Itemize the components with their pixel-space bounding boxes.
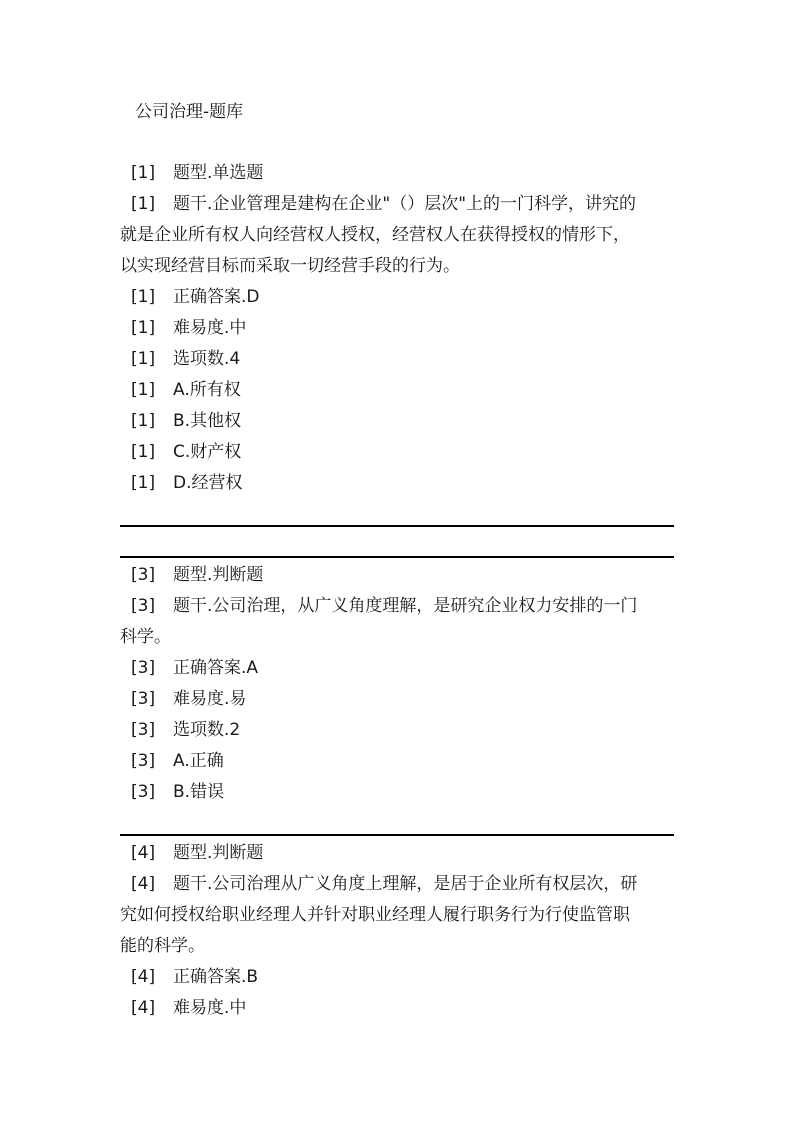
correct-answer: 正确答案.D bbox=[173, 287, 260, 307]
q1-option-b bbox=[120, 406, 680, 437]
q1-stem-line-3 bbox=[120, 251, 680, 282]
divider-rule bbox=[120, 556, 674, 558]
question-number: [1] bbox=[131, 473, 156, 493]
question-number: [3] bbox=[131, 658, 156, 678]
question-number: [3] bbox=[131, 782, 156, 802]
question-number: [1] bbox=[131, 163, 156, 183]
question-stem-text: 以实现经营目标而采取一切经营手段的行为。 bbox=[120, 256, 460, 276]
question-number: [1] bbox=[131, 411, 156, 431]
q1-type-row bbox=[120, 158, 680, 189]
question-number: [3] bbox=[131, 720, 156, 740]
q3-option-a bbox=[120, 746, 680, 777]
question-number: [3] bbox=[131, 565, 156, 585]
question-type: 题型.判断题 bbox=[173, 843, 264, 863]
difficulty: 难易度.中 bbox=[173, 998, 247, 1018]
difficulty: 难易度.易 bbox=[173, 689, 247, 709]
question-number: [1] bbox=[131, 442, 156, 462]
question-stem-text: 科学。 bbox=[120, 627, 171, 647]
q4-stem-line-1 bbox=[120, 869, 680, 900]
question-number: [4] bbox=[131, 874, 156, 894]
document-title: 公司治理-题库 bbox=[135, 102, 244, 122]
q3-type-row bbox=[120, 560, 680, 591]
q1-difficulty-row bbox=[120, 313, 680, 344]
q3-answer-row bbox=[120, 653, 680, 684]
q3-option-count-row bbox=[120, 715, 680, 746]
question-number: [3] bbox=[131, 689, 156, 709]
q4-stem-line-3 bbox=[120, 931, 680, 962]
correct-answer: 正确答案.A bbox=[173, 658, 259, 678]
q3-stem-line-2 bbox=[120, 622, 680, 653]
q4-stem-line-2 bbox=[120, 900, 680, 931]
question-stem-text: 能的科学。 bbox=[120, 936, 205, 956]
option-count: 选项数.4 bbox=[173, 349, 241, 369]
q3-difficulty-row bbox=[120, 684, 680, 715]
question-stem-text: 题干.公司治理从广义角度上理解，是居于企业所有权层次，研 bbox=[173, 874, 638, 894]
q4-answer-row bbox=[120, 962, 680, 993]
question-stem-text: 题干.公司治理，从广义角度理解，是研究企业权力安排的一门 bbox=[173, 596, 638, 616]
option-text: D.经营权 bbox=[173, 473, 243, 493]
question-type: 题型.单选题 bbox=[173, 163, 264, 183]
q1-option-count-row bbox=[120, 344, 680, 375]
option-text: A.正确 bbox=[173, 751, 224, 771]
q1-answer-row bbox=[120, 282, 680, 313]
question-number: [4] bbox=[131, 998, 156, 1018]
q1-stem-line-2 bbox=[120, 220, 680, 251]
question-number: [1] bbox=[131, 318, 156, 338]
q1-stem-line-1 bbox=[120, 189, 680, 220]
question-number: [1] bbox=[131, 287, 156, 307]
question-number: [3] bbox=[131, 751, 156, 771]
difficulty: 难易度.中 bbox=[173, 318, 247, 338]
option-text: A.所有权 bbox=[173, 380, 241, 400]
question-number: [4] bbox=[131, 967, 156, 987]
question-number: [4] bbox=[131, 843, 156, 863]
q4-type-row bbox=[120, 838, 680, 869]
option-text: B.其他权 bbox=[173, 411, 242, 431]
q1-option-a bbox=[120, 375, 680, 406]
q1-option-c bbox=[120, 437, 680, 468]
option-text: B.错误 bbox=[173, 782, 225, 802]
question-number: [1] bbox=[131, 380, 156, 400]
question-number: [3] bbox=[131, 596, 156, 616]
question-number: [1] bbox=[131, 349, 156, 369]
option-text: C.财产权 bbox=[173, 442, 242, 462]
divider-rule bbox=[120, 525, 674, 527]
q1-option-d bbox=[120, 468, 680, 499]
q3-option-b bbox=[120, 777, 680, 808]
question-stem-text: 究如何授权给职业经理人并针对职业经理人履行职务行为行使监管职 bbox=[120, 905, 630, 925]
option-count: 选项数.2 bbox=[173, 720, 241, 740]
question-type: 题型.判断题 bbox=[173, 565, 264, 585]
question-stem-text: 就是企业所有权人向经营权人授权，经营权人在获得授权的情形下， bbox=[120, 225, 630, 245]
q4-difficulty-row bbox=[120, 993, 680, 1024]
question-number: [1] bbox=[131, 194, 156, 214]
correct-answer: 正确答案.B bbox=[173, 967, 259, 987]
divider-rule bbox=[120, 834, 674, 836]
question-stem-text: 题干.企业管理是建构在企业"（）层次"上的一门科学，讲究的 bbox=[173, 194, 637, 214]
q3-stem-line-1 bbox=[120, 591, 680, 622]
